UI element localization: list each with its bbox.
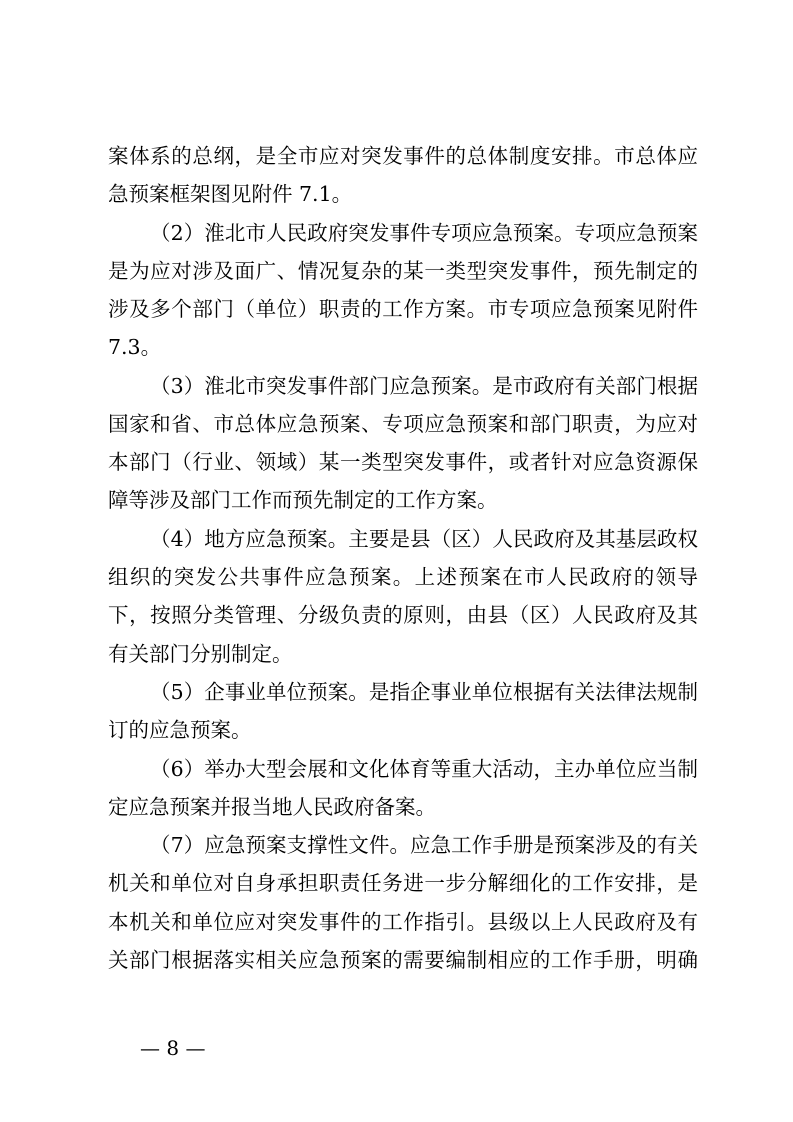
- text-line: 有关部门分别制定。: [108, 642, 293, 666]
- text-line: 障等涉及部门工作而预先制定的工作方案。: [108, 488, 498, 512]
- text-line: 涉及多个部门（单位）职责的工作方案。市专项应急预案见附件: [108, 297, 698, 321]
- text-line: 急预案框架图见附件 7.1。: [108, 182, 353, 206]
- paragraph-start-line: （2）淮北市人民政府突发事件专项应急预案。专项应急预案: [150, 221, 698, 245]
- text-line: 组织的突发公共事件应急预案。上述预案在市人民政府的领导: [108, 565, 698, 589]
- paragraph-start-line: （5）企事业单位预案。是指企事业单位根据有关法律法规制: [150, 680, 698, 704]
- page-number: — 8 —: [140, 1036, 206, 1060]
- text-line: 本部门（行业、领域）某一类型突发事件，或者针对应急资源保: [108, 450, 698, 474]
- text-line: 订的应急预案。: [108, 718, 252, 742]
- text-line: 定应急预案并报当地人民政府备案。: [108, 795, 436, 819]
- paragraph-start-line: （7）应急预案支撑性文件。应急工作手册是预案涉及的有关: [150, 833, 698, 857]
- text-line: 是为应对涉及面广、情况复杂的某一类型突发事件，预先制定的: [108, 259, 698, 283]
- paragraph-start-line: （3）淮北市突发事件部门应急预案。是市政府有关部门根据: [150, 374, 698, 398]
- paragraph-start-line: （4）地方应急预案。主要是县（区）人民政府及其基层政权: [150, 527, 698, 551]
- text-line: 7.3。: [108, 335, 162, 359]
- text-line: 下，按照分类管理、分级负责的原则，由县（区）人民政府及其: [108, 603, 698, 627]
- text-line: 关部门根据落实相关应急预案的需要编制相应的工作手册，明确: [108, 948, 698, 972]
- text-line: 案体系的总纲，是全市应对突发事件的总体制度安排。市总体应: [108, 144, 698, 168]
- text-line: 机关和单位对自身承担职责任务进一步分解细化的工作安排，是: [108, 871, 698, 895]
- text-line: 本机关和单位应对突发事件的工作指引。县级以上人民政府及有: [108, 910, 698, 934]
- text-line: 国家和省、市总体应急预案、专项应急预案和部门职责，为应对: [108, 412, 698, 436]
- paragraph-start-line: （6）举办大型会展和文化体育等重大活动，主办单位应当制: [150, 757, 698, 781]
